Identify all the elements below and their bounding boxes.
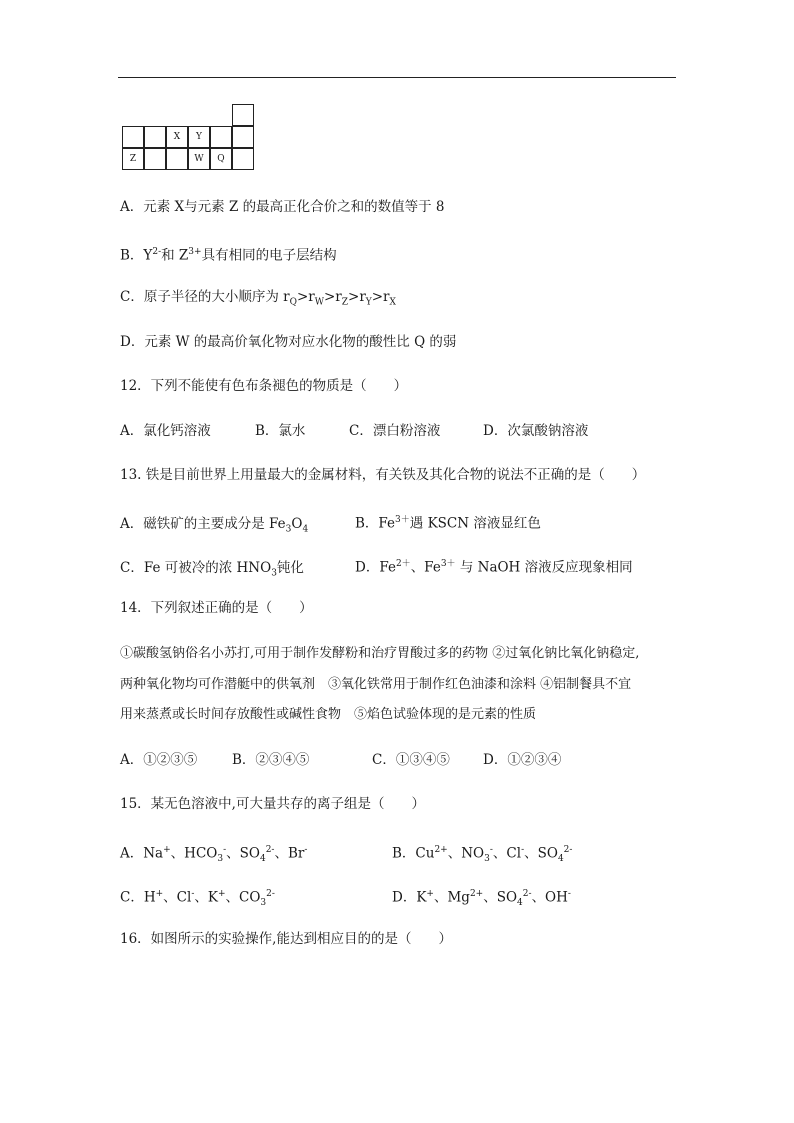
q16-stem: 16．如图所示的实验操作,能达到相应目的的是（ ）	[120, 931, 452, 947]
q15-option-a: A．Na+、$HCO_3^-$、$SO_4^{2-}$、Br-	[120, 845, 308, 865]
table-cell	[144, 126, 166, 148]
q15-options-cd	[120, 885, 571, 912]
header-rule	[118, 77, 676, 78]
table-cell-z: Z	[122, 148, 144, 170]
q14-stem: 14．下列叙述正确的是（ ）	[120, 600, 313, 616]
q13-options-ab	[120, 511, 541, 538]
q11-option-a: A．元素 X与元素 Z 的最高正化合价之和的数值等于 8	[120, 199, 445, 215]
q11-option-c: C．原子半径的大小顺序为 $r_Q>r_W>r_Z>r_Y>r_X$	[120, 289, 396, 308]
table-cell-top	[232, 104, 254, 126]
q15-option-b: B．$Cu^{2+}$、$NO_3^-$、Cl-、$SO_4^{2-}$	[392, 845, 573, 865]
q14-option-b: B．②③④⑤	[232, 752, 310, 768]
q11-option-b: B．$Y^{2-}$和 $Z^{3+}$具有相同的电子层结构	[120, 247, 337, 264]
q13-option-d: D．$Fe^{2+}$、$Fe^{3+}$ 与 NaOH 溶液反应现象相同	[355, 559, 633, 576]
q15-option-d: D．K+、$Mg^{2+}$、$SO_4^{2-}$、OH-	[392, 889, 571, 909]
q12-option-c: C．漂白粉溶液	[349, 423, 441, 439]
q13-option-a: A．磁铁矿的主要成分是 $Fe_3O_4$	[120, 515, 309, 535]
table-cell-w: W	[188, 148, 210, 170]
q14-statement-line-1: ①碳酸氢钠俗名小苏打,可用于制作发酵粉和治疗胃酸过多的药物 ②过氧化钠比氧化钠稳定,	[120, 646, 640, 661]
q12-options	[120, 422, 588, 440]
q14-option-d: D．①②③④	[483, 752, 562, 768]
q13-options-cd	[120, 555, 633, 582]
table-cell-q: Q	[210, 148, 232, 170]
q14-options	[120, 751, 561, 769]
q15-options-ab	[120, 841, 572, 868]
table-cell	[232, 148, 254, 170]
q14-statement-line-3: 用来蒸煮或长时间存放酸性或碱性食物 ⑤焰色试验体现的是元素的性质	[120, 707, 537, 722]
q15-option-c: C．H+、Cl-、K+、$CO_3^{2-}$	[120, 889, 275, 909]
q14-option-a: A．①②③⑤	[120, 752, 198, 768]
table-cell	[232, 126, 254, 148]
table-cell	[144, 148, 166, 170]
q15-stem: 15．某无色溶液中,可大量共存的离子组是（ ）	[120, 796, 425, 812]
q12-stem: 12．下列不能使有色布条褪色的物质是（ ）	[120, 378, 408, 394]
q13-stem: 13. 铁是目前世界上用量最大的金属材料，有关铁及其化合物的说法不正确的是（ ）	[120, 467, 646, 483]
table-cell	[122, 126, 144, 148]
q14-option-c: C．①③④⑤	[372, 752, 450, 768]
q13-option-c: C．Fe 可被冷的浓 $HNO_3$钝化	[120, 559, 304, 579]
table-cell	[210, 126, 232, 148]
q14-statement-line-2: 两种氧化物均可作潜艇中的供氧剂 ③氧化铁常用于制作红色油漆和涂料 ④铝制餐具不宜	[120, 677, 632, 692]
q13-option-b: B．$Fe^{3+}$遇 KSCN 溶液显红色	[355, 515, 541, 532]
q12-option-b: B．氯水	[255, 423, 306, 439]
q11-option-d: D．元素 W 的最高价氧化物对应水化物的酸性比 Q 的弱	[120, 334, 457, 350]
table-cell-y: Y	[188, 126, 210, 148]
table-cell	[166, 148, 188, 170]
q12-option-a: A．氯化钙溶液	[120, 423, 211, 439]
q12-option-d: D．次氯酸钠溶液	[483, 423, 589, 439]
table-cell-x: X	[166, 126, 188, 148]
